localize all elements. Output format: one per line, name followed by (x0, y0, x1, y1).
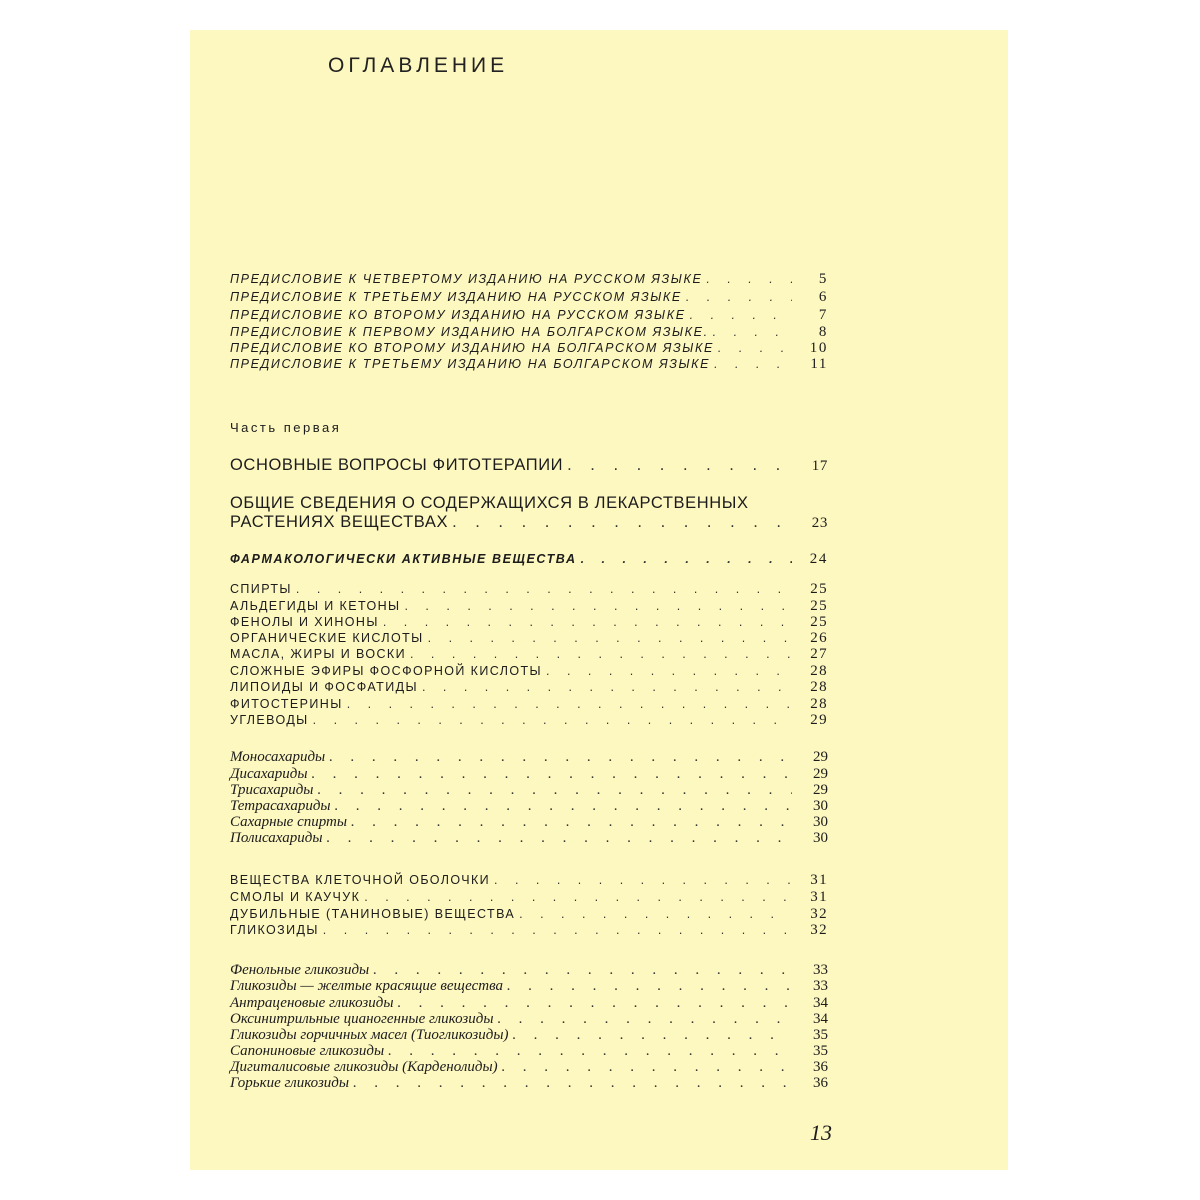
toc-entry: ФЕНОЛЫ И ХИНОНЫ . . . 25 (230, 615, 830, 630)
toc-entry-sub: Трисахариды . . . 29 (230, 783, 830, 798)
toc-entry-sub: Сапониновые гликозиды . . . 35 (230, 1044, 830, 1059)
toc-title: ОГЛАВЛЕНИЕ (328, 54, 509, 77)
toc-entry-preface: ПРЕДИСЛОВИЕ К ПЕРВОМУ ИЗДАНИЮ НА БОЛГАРСКОМ ЯЗЫКЕ. . . . 8 (230, 325, 830, 340)
toc-entry: УГЛЕВОДЫ . . . 29 (230, 713, 830, 728)
toc-entry-sub: Моносахариды . . . 29 (230, 750, 830, 765)
toc-entry-sub: Антраценовые гликозиды . . . 34 (230, 996, 830, 1011)
toc-entry-preface: ПРЕДИСЛОВИЕ К ЧЕТВЕРТОМУ ИЗДАНИЮ НА РУССКОМ ЯЗЫКЕ . . . 5 (230, 272, 830, 287)
toc-entry-sub: Сахарные спирты . . . 30 (230, 815, 830, 830)
toc-entry: ДУБИЛЬНЫЕ (ТАНИНОВЫЕ) ВЕЩЕСТВА . . . 32 (230, 907, 830, 922)
toc-entry-major-line1: ОБЩИЕ СВЕДЕНИЯ О СОДЕРЖАЩИХСЯ В ЛЕКАРСТВЕННЫХ (230, 494, 749, 512)
toc-entry-sub: Полисахариды . . . 30 (230, 831, 830, 846)
toc-entry: ФИТОСТЕРИНЫ . . . 28 (230, 697, 830, 712)
toc-entry: ОРГАНИЧЕСКИЕ КИСЛОТЫ . . . 26 (230, 631, 830, 646)
toc-entry-sub: Оксинитрильные цианогенные гликозиды . . . 34 (230, 1012, 830, 1027)
part-label: Часть первая (230, 420, 342, 435)
toc-entry: СПИРТЫ . . . 25 (230, 582, 830, 597)
toc-entry-sub: Гликозиды горчичных масел (Тиогликозиды) . . . 35 (230, 1028, 830, 1043)
toc-entry-sub: Дигиталисовые гликозиды (Карденолиды) . . . 36 (230, 1060, 830, 1075)
toc-entry: ВЕЩЕСТВА КЛЕТОЧНОЙ ОБОЛОЧКИ . . . 31 (230, 873, 830, 888)
toc-entry-sub: Фенольные гликозиды . . . 33 (230, 963, 830, 978)
toc-entry-major: РАСТЕНИЯХ ВЕЩЕСТВАХ . . . 23 (230, 514, 830, 531)
toc-entry-preface: ПРЕДИСЛОВИЕ КО ВТОРОМУ ИЗДАНИЮ НА РУССКОМ ЯЗЫКЕ . . . 7 (230, 308, 830, 323)
toc-entry-sub: Гликозиды — желтые красящие вещества . . . 33 (230, 979, 830, 994)
page-number: 13 (810, 1120, 832, 1145)
toc-entry-preface: ПРЕДИСЛОВИЕ КО ВТОРОМУ ИЗДАНИЮ НА БОЛГАРСКОМ ЯЗЫКЕ . . . 10 (230, 341, 830, 356)
toc-entry-section: ФАРМАКОЛОГИЧЕСКИ АКТИВНЫЕ ВЕЩЕСТВА . . . 24 (230, 552, 830, 567)
toc-entry: СЛОЖНЫЕ ЭФИРЫ ФОСФОРНОЙ КИСЛОТЫ . . . 28 (230, 664, 830, 679)
toc-entry: СМОЛЫ И КАУЧУК . . . 31 (230, 890, 830, 905)
toc-entry: ГЛИКОЗИДЫ . . . 32 (230, 923, 830, 938)
toc-entry-preface: ПРЕДИСЛОВИЕ К ТРЕТЬЕМУ ИЗДАНИЮ НА РУССКОМ ЯЗЫКЕ . . . 6 (230, 290, 830, 305)
toc-entry-preface: ПРЕДИСЛОВИЕ К ТРЕТЬЕМУ ИЗДАНИЮ НА БОЛГАРСКОМ ЯЗЫКЕ . . . 11 (230, 357, 830, 372)
toc-entry-sub: Дисахариды . . . 29 (230, 767, 830, 782)
toc-entry-major: ОСНОВНЫЕ ВОПРОСЫ ФИТОТЕРАПИИ . . . 17 (230, 457, 830, 474)
toc-entry-sub: Горькие гликозиды . . . 36 (230, 1076, 830, 1091)
toc-entry-sub: Тетрасахариды . . . 30 (230, 799, 830, 814)
toc-entry: АЛЬДЕГИДЫ И КЕТОНЫ . . . 25 (230, 599, 830, 614)
toc-entry: МАСЛА, ЖИРЫ И ВОСКИ . . . 27 (230, 647, 830, 662)
toc-entry: ЛИПОИДЫ И ФОСФАТИДЫ . . . 28 (230, 680, 830, 695)
